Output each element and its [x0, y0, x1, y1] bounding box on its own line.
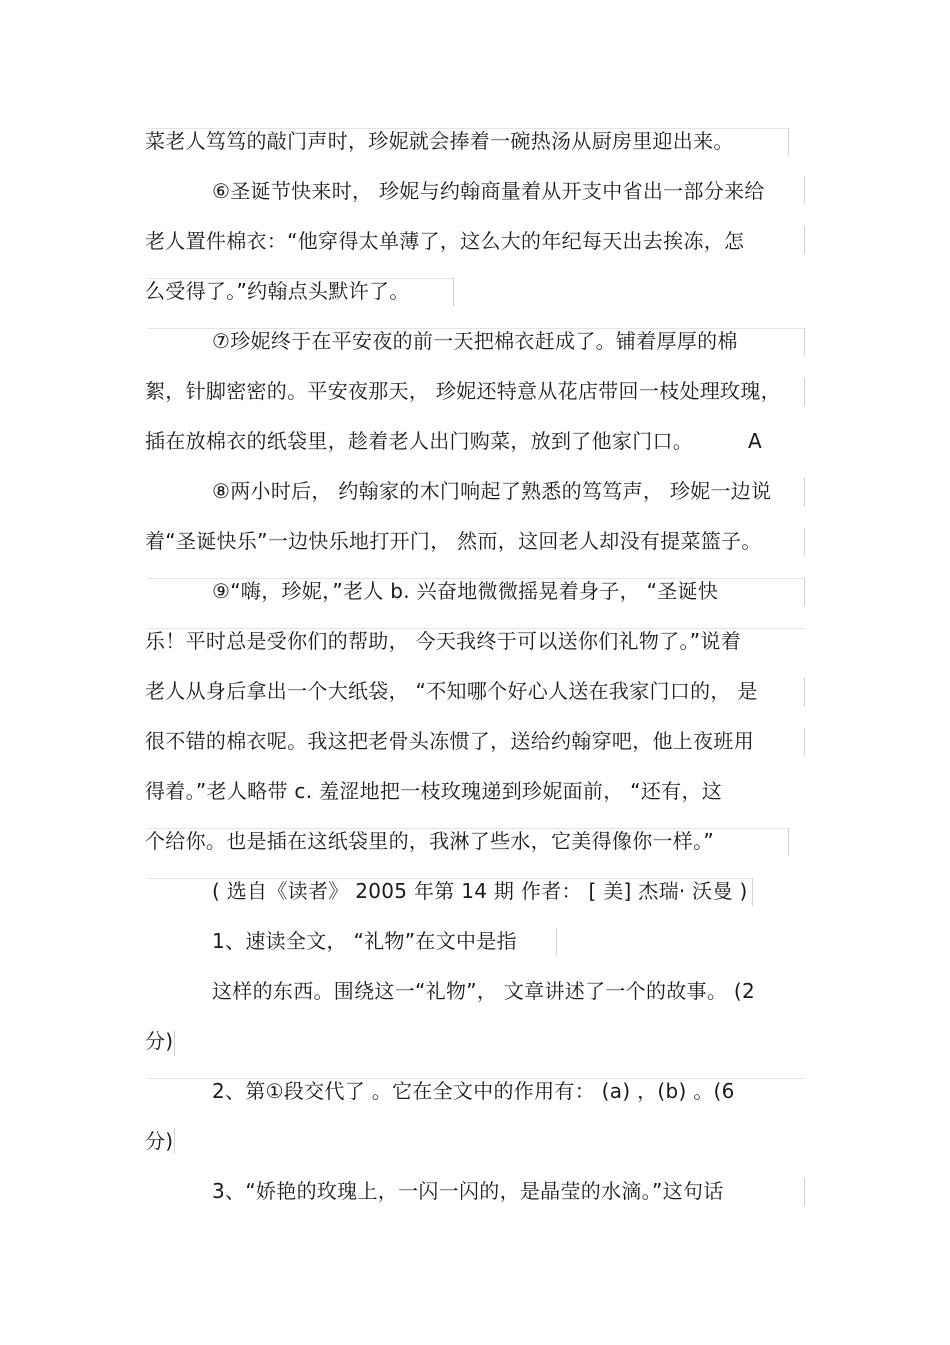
text-line: 老人置件棉衣：“他穿得太单薄了，这么大的年纪每天出去挨冻，怎 — [145, 229, 745, 253]
question-1-cont: 这样的东西。围绕这一“礼物”， 文章讲述了一个的故事。 (2 — [212, 979, 755, 1003]
rule-line — [804, 728, 805, 756]
paragraph-6-start: ⑥圣诞节快来时， 珍妮与约翰商量着从开支中省出一部分来给 — [212, 179, 765, 203]
text-line: 很不错的棉衣呢。我这把老骨头冻惯了，送给约翰穿吧，他上夜班用 — [145, 729, 754, 753]
text-line: 乐！平时总是受你们的帮助， 今天我终于可以送你们礼物了。”说着 — [145, 629, 742, 653]
paragraph-7-start: ⑦珍妮终于在平安夜的前一天把棉衣赶成了。铺着厚厚的棉 — [212, 329, 738, 353]
question-2: 2、第①段交代了 。它在全文中的作用有： (a) ，(b) 。(6 — [212, 1079, 735, 1103]
rule-line — [174, 1030, 175, 1056]
source-citation: ( 选自《读者》 2005 年第 14 期 作者： [ 美] 杰瑞· 沃曼 ) — [212, 879, 748, 903]
rule-line — [804, 378, 805, 406]
rule-line — [804, 1178, 805, 1206]
text-line: 个给你。也是插在这纸袋里的，我淋了些水，它美得像你一样。” — [145, 829, 715, 853]
paragraph-8-start: ⑧两小时后， 约翰家的木门响起了熟悉的笃笃声， 珍妮一边说 — [212, 479, 772, 503]
rule-line — [804, 328, 805, 356]
rule-line — [804, 578, 805, 606]
rule-line — [804, 176, 805, 204]
rule-line — [788, 828, 789, 856]
text-line: 老人从身后拿出一个大纸袋， “不知哪个好心人送在我家门口的， 是 — [145, 679, 758, 703]
rule-line — [752, 878, 753, 906]
paragraph-9-start: ⑨“嗨，珍妮，”老人 b. 兴奋地微微摇晃着身子， “圣诞快 — [212, 579, 719, 603]
rule-line — [804, 678, 805, 706]
rule-line — [556, 928, 557, 956]
rule-line — [174, 1128, 175, 1154]
text-line: 絮，针脚密密的。平安夜那天， 珍妮还特意从花店带回一枝处理玫瑰， — [145, 379, 781, 403]
text-line: 么受得了。”约翰点头默许了。 — [145, 279, 410, 303]
rule-line — [804, 226, 805, 254]
question-1-score: 分) — [145, 1029, 174, 1053]
question-2-score: 分) — [145, 1129, 174, 1153]
text-line: 得着。”老人略带 c. 羞涩地把一枝玫瑰递到珍妮面前， “还有，这 — [145, 779, 723, 803]
rule-line — [453, 278, 454, 306]
text-line: 插在放棉衣的纸袋里，趁着老人出门购菜，放到了他家门口。 — [145, 429, 694, 453]
annotation-marker-a: A — [748, 429, 762, 453]
question-1: 1、速读全文， “礼物”在文中是指 — [212, 929, 517, 953]
rule-line — [788, 128, 789, 156]
text-line: 着“圣诞快乐”一边快乐地打开门， 然而，这回老人却没有提菜篮子。 — [145, 529, 762, 553]
text-line: 菜老人笃笃的敲门声时，珍妮就会捧着一碗热汤从厨房里迎出来。 — [145, 129, 734, 153]
question-3: 3、“娇艳的玫瑰上，一闪一闪的，是晶莹的水滴。”这句话 — [212, 1179, 724, 1203]
rule-line — [804, 528, 805, 556]
rule-line — [804, 478, 805, 506]
